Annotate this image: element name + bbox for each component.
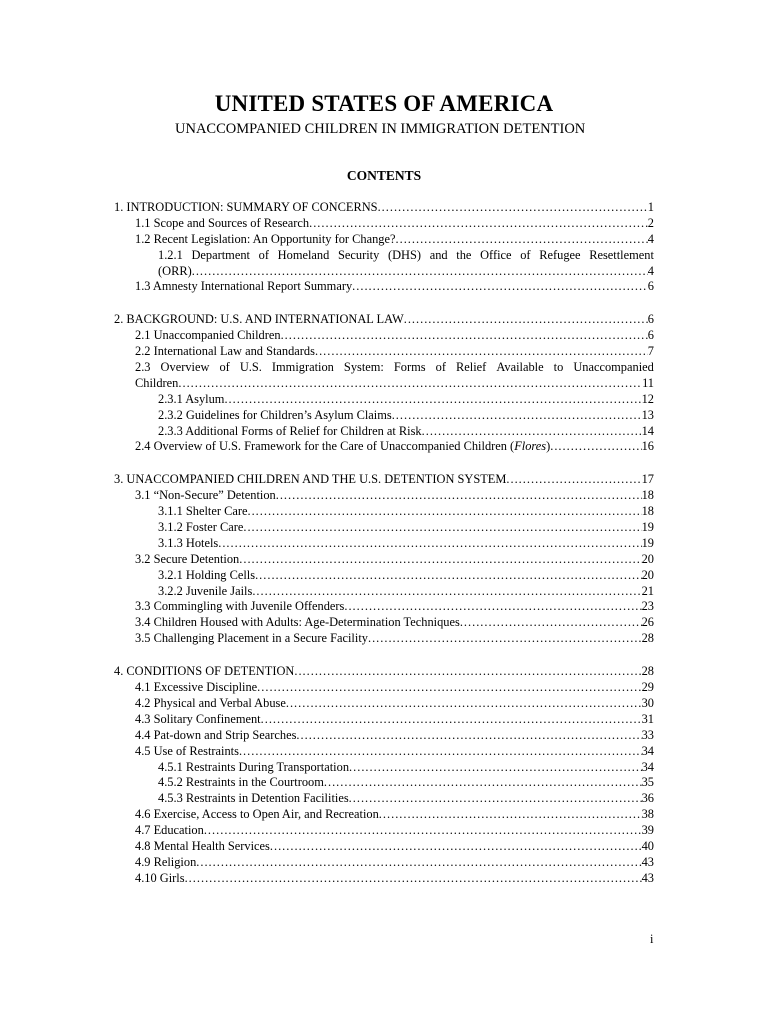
dot-leader	[196, 855, 641, 871]
toc-entry[interactable]	[135, 823, 654, 839]
dot-leader	[247, 504, 641, 520]
dot-leader	[352, 279, 648, 295]
toc-entry-title: 3.1 “Non-Secure” Detention	[135, 488, 276, 503]
dot-leader	[270, 839, 642, 855]
toc-entry-title: 3.1.2 Foster Care	[158, 520, 244, 535]
toc-entry-title: 4.3 Solitary Confinement	[135, 711, 261, 726]
toc-entry-title: 1.2 Recent Legislation: An Opportunity for Change?	[135, 231, 396, 246]
dot-leader	[281, 328, 648, 344]
toc-entry-page: 21	[641, 583, 654, 598]
toc-entry-wrapped-line[interactable]	[135, 360, 654, 376]
dot-leader	[349, 760, 642, 776]
toc-entry[interactable]	[114, 200, 654, 216]
toc-entry-title: 2.2 International Law and Standards	[135, 344, 315, 359]
toc-word: of	[219, 360, 230, 375]
toc-entry-page: 16	[641, 439, 654, 454]
toc-entry-page: 26	[641, 615, 654, 630]
toc-entry-page: 7	[647, 344, 654, 359]
document-title: UNITED STATES OF AMERICA	[214, 91, 554, 116]
toc-word: Overview	[160, 360, 210, 375]
toc-entry-page: 28	[641, 664, 654, 679]
toc-entry-page: 6	[647, 312, 654, 327]
toc-entry[interactable]	[135, 439, 654, 455]
toc-entry[interactable]	[158, 775, 654, 791]
toc-entry[interactable]	[135, 344, 654, 360]
toc-entry-title: Children	[135, 375, 179, 390]
toc-entry[interactable]	[158, 536, 654, 552]
toc-entry[interactable]	[114, 312, 654, 328]
toc-entry-page: 2	[647, 215, 654, 230]
dot-leader	[309, 216, 648, 232]
toc-entry-page: 17	[641, 472, 654, 487]
dot-leader	[379, 807, 642, 823]
dot-leader	[460, 615, 642, 631]
toc-entry[interactable]	[135, 744, 654, 760]
dot-leader	[315, 344, 648, 360]
toc-entry-page: 28	[641, 631, 654, 646]
toc-entry[interactable]	[135, 680, 654, 696]
toc-entry-page: 19	[641, 535, 654, 550]
toc-word: (DHS)	[387, 247, 422, 262]
toc-entry-page: 20	[641, 567, 654, 582]
toc-entry-page: 40	[641, 838, 654, 853]
toc-word: 1.2.1	[158, 247, 183, 262]
toc-word: 2.3	[135, 360, 151, 375]
toc-entry-title: 4.5.2 Restraints in the Courtroom	[158, 775, 324, 790]
toc-entry-title: 2.1 Unaccompanied Children	[135, 328, 281, 343]
toc-entry-page: 30	[641, 695, 654, 710]
toc-word: Relief	[456, 360, 487, 375]
toc-entry-page: 12	[641, 391, 654, 406]
toc-word: of	[520, 247, 531, 262]
toc-entry-title: 3.4 Children Housed with Adults: Age-Determination Techniques	[135, 615, 460, 630]
toc-entry-page: 4	[647, 263, 654, 278]
toc-entry-title-close: )	[546, 439, 551, 454]
dot-leader	[239, 552, 641, 568]
document-subtitle: UNACCOMPANIED CHILDREN IN IMMIGRATION DETENTION	[175, 121, 586, 137]
toc-entry[interactable]	[158, 264, 654, 280]
toc-entry-page: 1	[647, 200, 654, 214]
toc-section-4	[0, 664, 768, 886]
toc-word: Immigration	[271, 360, 334, 375]
toc-entry[interactable]	[158, 392, 654, 408]
dot-leader	[218, 536, 641, 552]
toc-entry-title: 4.2 Physical and Verbal Abuse	[135, 695, 286, 710]
dot-leader	[224, 392, 641, 408]
toc-entry-page: 31	[641, 711, 654, 726]
dot-leader	[252, 584, 641, 600]
toc-section-1	[0, 200, 768, 295]
toc-word: Homeland	[277, 247, 330, 262]
toc-entry-title: 2. BACKGROUND: U.S. AND INTERNATIONAL LAW	[114, 312, 404, 327]
toc-entry[interactable]	[135, 599, 654, 615]
toc-entry-page: 39	[641, 823, 654, 838]
toc-entry-page: 4	[647, 231, 654, 246]
contents-heading: CONTENTS	[346, 168, 422, 183]
toc-word: Forms	[393, 360, 426, 375]
dot-leader	[261, 712, 642, 728]
toc-entry-title: 1.1 Scope and Sources of Research	[135, 215, 310, 230]
toc-entry-title: 4.7 Education	[135, 823, 204, 838]
toc-entry-page: 20	[641, 551, 654, 566]
page-number: i	[650, 932, 654, 946]
toc-entry[interactable]	[135, 376, 654, 392]
toc-entry-title: 3.1.1 Shelter Care	[158, 504, 248, 519]
toc-word: the	[456, 247, 472, 262]
dot-leader	[422, 424, 642, 440]
toc-entry-title: 4.4 Pat-down and Strip Searches	[135, 727, 297, 742]
dot-leader	[286, 696, 642, 712]
dot-leader	[550, 439, 641, 455]
dot-leader	[396, 232, 648, 248]
toc-entry-page: 33	[641, 727, 654, 742]
toc-word: Security	[337, 247, 380, 262]
dot-leader	[324, 775, 642, 791]
toc-entry[interactable]	[158, 408, 654, 424]
toc-entry[interactable]	[158, 568, 654, 584]
toc-entry[interactable]	[158, 504, 654, 520]
dot-leader	[185, 871, 642, 887]
dot-leader	[392, 408, 642, 424]
toc-entry[interactable]	[135, 216, 654, 232]
toc-entry[interactable]	[135, 712, 654, 728]
dot-leader	[378, 200, 648, 216]
toc-entry-page: 6	[647, 279, 654, 294]
toc-entry[interactable]	[135, 328, 654, 344]
toc-entry-title: 3.1.3 Hotels	[158, 535, 219, 550]
toc-word: and	[429, 247, 448, 262]
toc-entry-page: 14	[641, 423, 654, 438]
toc-word: Refugee	[539, 247, 581, 262]
toc-entry-page: 18	[641, 488, 654, 503]
toc-entry-page: 34	[641, 759, 654, 774]
toc-word: Available	[496, 360, 544, 375]
toc-entry-title-text: 2.4 Overview of U.S. Framework for the Care of Unaccompanied Children (	[135, 439, 515, 454]
toc-entry[interactable]	[135, 552, 654, 568]
table-of-contents	[0, 200, 768, 904]
toc-entry-page: 6	[647, 328, 654, 343]
toc-entry[interactable]	[158, 584, 654, 600]
toc-entry[interactable]	[158, 424, 654, 440]
dot-leader	[344, 599, 641, 615]
toc-entry[interactable]	[135, 839, 654, 855]
toc-entry[interactable]	[135, 232, 654, 248]
toc-entry-title: 1. INTRODUCTION: SUMMARY OF CONCERNS	[114, 200, 378, 214]
dot-leader	[294, 664, 641, 680]
toc-word: System:	[343, 360, 384, 375]
toc-entry[interactable]	[114, 664, 654, 680]
toc-entry-page: 36	[641, 791, 654, 806]
toc-word: of	[258, 247, 269, 262]
toc-entry-title: 3.2.2 Juvenile Jails	[158, 583, 253, 598]
toc-word: to	[553, 360, 564, 375]
toc-entry-title: 4.5.1 Restraints During Transportation	[158, 759, 350, 774]
dot-leader	[296, 728, 641, 744]
toc-section-3	[0, 472, 768, 647]
toc-entry-page: 43	[641, 854, 654, 869]
toc-entry-page: 19	[641, 520, 654, 535]
toc-entry-page: 38	[641, 807, 654, 822]
toc-entry[interactable]	[135, 728, 654, 744]
toc-entry-title: 2.3.1 Asylum	[158, 391, 225, 406]
toc-word: Office	[480, 247, 512, 262]
toc-entry[interactable]	[135, 488, 654, 504]
toc-entry[interactable]	[135, 855, 654, 871]
toc-entry-title: 3.3 Commingling with Juvenile Offenders	[135, 599, 345, 614]
toc-entry-title: 3.2.1 Holding Cells	[158, 567, 256, 582]
toc-entry[interactable]	[135, 871, 654, 887]
toc-entry-title: 4.5 Use of Restraints	[135, 743, 239, 758]
toc-entry[interactable]	[135, 696, 654, 712]
toc-section-2	[0, 312, 768, 455]
toc-entry-title: 1.3 Amnesty International Report Summary	[135, 279, 353, 294]
toc-entry-page: 13	[641, 407, 654, 422]
dot-leader	[239, 744, 642, 760]
toc-entry-title	[135, 439, 550, 455]
dot-leader	[243, 520, 641, 536]
toc-entry-page: 35	[641, 775, 654, 790]
toc-entry-title: 3. UNACCOMPANIED CHILDREN AND THE U.S. DETENTION SYSTEM	[114, 472, 507, 487]
toc-entry-page: 11	[642, 375, 654, 390]
toc-entry-title: 4.5.3 Restraints in Detention Facilities	[158, 791, 349, 806]
toc-word: Unaccompanied	[573, 360, 654, 375]
toc-word: Department	[191, 247, 250, 262]
toc-entry-title: 4.1 Excessive Discipline	[135, 680, 258, 695]
dot-leader	[404, 312, 648, 328]
toc-entry-page: 34	[641, 743, 654, 758]
toc-entry-title: (ORR)	[158, 263, 192, 278]
toc-entry-title: 4.8 Mental Health Services	[135, 838, 270, 853]
toc-entry-title: 4.9 Religion	[135, 854, 197, 869]
toc-entry-title: 4.6 Exercise, Access to Open Air, and Recreation	[135, 807, 379, 822]
toc-entry[interactable]	[158, 791, 654, 807]
toc-entry-title: 2.3.3 Additional Forms of Relief for Children at Risk	[158, 423, 422, 438]
toc-entry[interactable]	[114, 472, 654, 488]
toc-entry-page: 23	[641, 599, 654, 614]
dot-leader	[506, 472, 641, 488]
toc-entry-wrapped-line[interactable]	[158, 248, 654, 264]
toc-word: Resettlement	[589, 247, 654, 262]
toc-entry-title: 3.5 Challenging Placement in a Secure Facility	[135, 631, 368, 646]
dot-leader	[276, 488, 642, 504]
toc-entry[interactable]	[135, 807, 654, 823]
dot-leader	[204, 823, 642, 839]
dot-leader	[368, 631, 642, 647]
toc-entry[interactable]	[158, 760, 654, 776]
toc-entry-title: 4. CONDITIONS OF DETENTION	[114, 664, 295, 679]
dot-leader	[178, 376, 642, 392]
toc-entry[interactable]	[158, 520, 654, 536]
dot-leader	[349, 791, 642, 807]
toc-entry[interactable]	[135, 615, 654, 631]
toc-entry-title-italic: Flores	[514, 439, 547, 454]
toc-entry[interactable]	[135, 279, 654, 295]
toc-entry-title: 4.10 Girls	[135, 870, 185, 885]
toc-entry-title: 2.3.2 Guidelines for Children’s Asylum Claims	[158, 407, 392, 422]
toc-entry[interactable]	[135, 631, 654, 647]
toc-word: U.S.	[239, 360, 262, 375]
toc-word: of	[435, 360, 446, 375]
toc-entry-page: 29	[641, 680, 654, 695]
toc-entry-page: 18	[641, 504, 654, 519]
toc-entry-page: 43	[641, 870, 654, 885]
dot-leader	[255, 568, 642, 584]
toc-entry-title: 3.2 Secure Detention	[135, 551, 240, 566]
dot-leader	[257, 680, 641, 696]
dot-leader	[192, 264, 648, 280]
